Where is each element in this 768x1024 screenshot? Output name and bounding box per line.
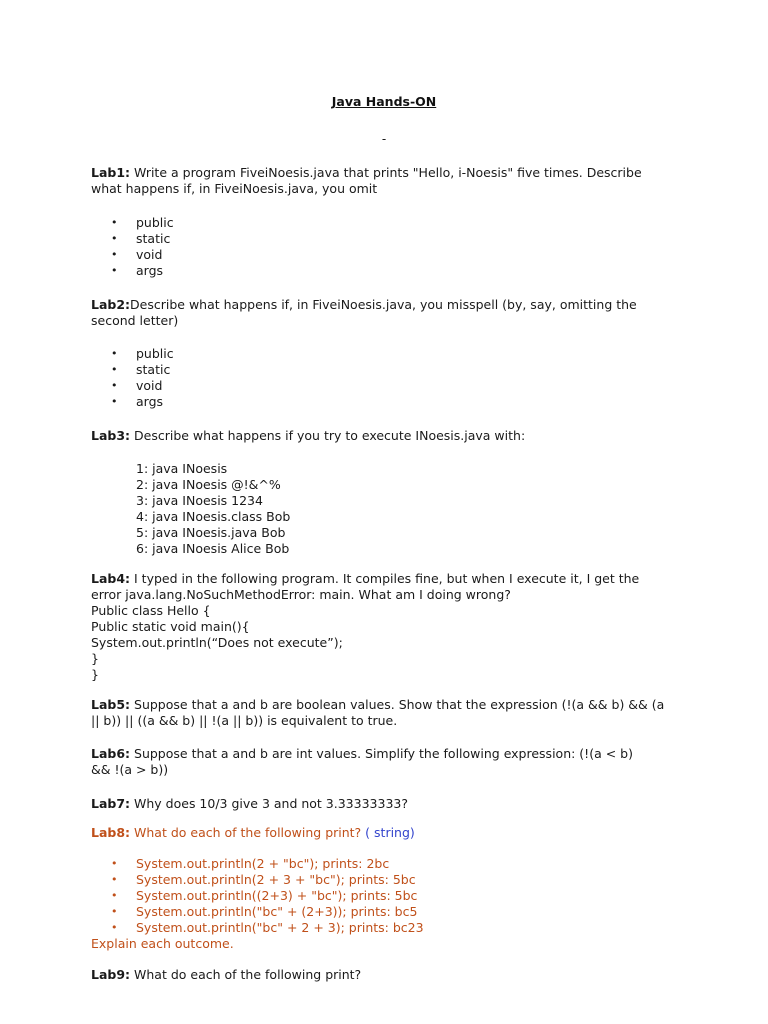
list-item: • public — [91, 215, 174, 231]
command-line: 4: java INoesis.class Bob — [136, 509, 291, 524]
title-separator: - — [381, 132, 387, 146]
lab1-keyword-list — [91, 215, 174, 279]
lab3-text: Describe what happens if you try to execute INoesis.java with: — [130, 428, 526, 443]
list-item: • args — [91, 263, 174, 279]
lab4-text-line1: I typed in the following program. It compiles fine, but when I execute it, I get the — [130, 571, 640, 586]
page-title: Java Hands-ON — [331, 94, 437, 109]
lab6-question — [91, 746, 691, 778]
lab5-text-line1: Suppose that a and b are boolean values. Show that the expression (!(a && b) && (a — [130, 697, 665, 712]
command-line: 6: java INoesis Alice Bob — [136, 541, 290, 556]
command-line: 2: java INoesis @!&^% — [136, 477, 281, 492]
lab4-line: error java.lang.NoSuchMethodError: main. What am I doing wrong? — [91, 587, 511, 602]
lab2-text-line1: Describe what happens if, in FiveiNoesis.java, you misspell (by, say, omitting the — [130, 297, 637, 312]
code-line: } — [91, 667, 99, 682]
command-line: 5: java INoesis.java Bob — [136, 525, 286, 540]
list-item: • System.out.println("bc" + (2+3)); prints: bc5 — [91, 904, 424, 920]
lab1-text-line2: what happens if, in FiveiNoesis.java, you omit — [91, 181, 378, 196]
lab5-label: Lab5: — [91, 697, 131, 712]
list-item: • static — [91, 231, 174, 247]
lab7-question — [91, 796, 691, 812]
lab3-command-list — [136, 461, 290, 557]
lab8-print-list — [91, 856, 424, 936]
command-line: 1: java INoesis — [136, 461, 228, 476]
lab6-text-line1: Suppose that a and b are int values. Simplify the following expression: (!(a < b) — [130, 746, 633, 761]
lab5-text-line2: || b)) || ((a && b) || !(a || b)) is equivalent to true. — [91, 713, 398, 728]
lab4-label: Lab4: — [91, 571, 131, 586]
lab9-text: What do each of the following print? — [130, 967, 362, 982]
lab7-text: Why does 10/3 give 3 and not 3.33333333? — [130, 796, 408, 811]
list-item: • void — [91, 378, 174, 394]
lab1-text-line1: Write a program FiveiNoesis.java that prints "Hello, i-Noesis" five times. Describe — [130, 165, 642, 180]
lab6-label: Lab6: — [91, 746, 131, 761]
lab8-question — [91, 825, 691, 841]
list-item: • void — [91, 247, 174, 263]
list-item: • public — [91, 346, 174, 362]
lab9-question — [91, 967, 691, 983]
list-item: • System.out.println(2 + "bc"); prints: 2bc — [91, 856, 424, 872]
lab4-question — [91, 571, 691, 683]
lab2-keyword-list — [91, 346, 174, 410]
code-line: Public static void main(){ — [91, 619, 250, 634]
lab8-label: Lab8: — [91, 825, 131, 840]
lab6-text-line2: && !(a > b)) — [91, 762, 169, 777]
lab8-hint: ( string) — [361, 825, 415, 840]
list-item: • System.out.println(2 + 3 + "bc"); prints: 5bc — [91, 872, 424, 888]
lab2-label: Lab2: — [91, 297, 131, 312]
lab2-question — [91, 297, 691, 329]
lab1-question — [91, 165, 691, 197]
command-line: 3: java INoesis 1234 — [136, 493, 263, 508]
lab3-label: Lab3: — [91, 428, 131, 443]
lab8-footer: Explain each outcome. — [91, 936, 234, 951]
lab3-question — [91, 428, 691, 444]
code-line: Public class Hello { — [91, 603, 211, 618]
list-item: • System.out.println("bc" + 2 + 3); prints: bc23 — [91, 920, 424, 936]
lab8-text: What do each of the following print? — [130, 825, 362, 840]
code-line: System.out.println(“Does not execute”); — [91, 635, 343, 650]
list-item: • args — [91, 394, 174, 410]
lab5-question — [91, 697, 691, 729]
list-item: • static — [91, 362, 174, 378]
lab1-label: Lab1: — [91, 165, 131, 180]
lab2-text-line2: second letter) — [91, 313, 179, 328]
lab9-label: Lab9: — [91, 967, 131, 982]
code-line: } — [91, 651, 99, 666]
lab7-label: Lab7: — [91, 796, 131, 811]
list-item: • System.out.println((2+3) + "bc"); prints: 5bc — [91, 888, 424, 904]
